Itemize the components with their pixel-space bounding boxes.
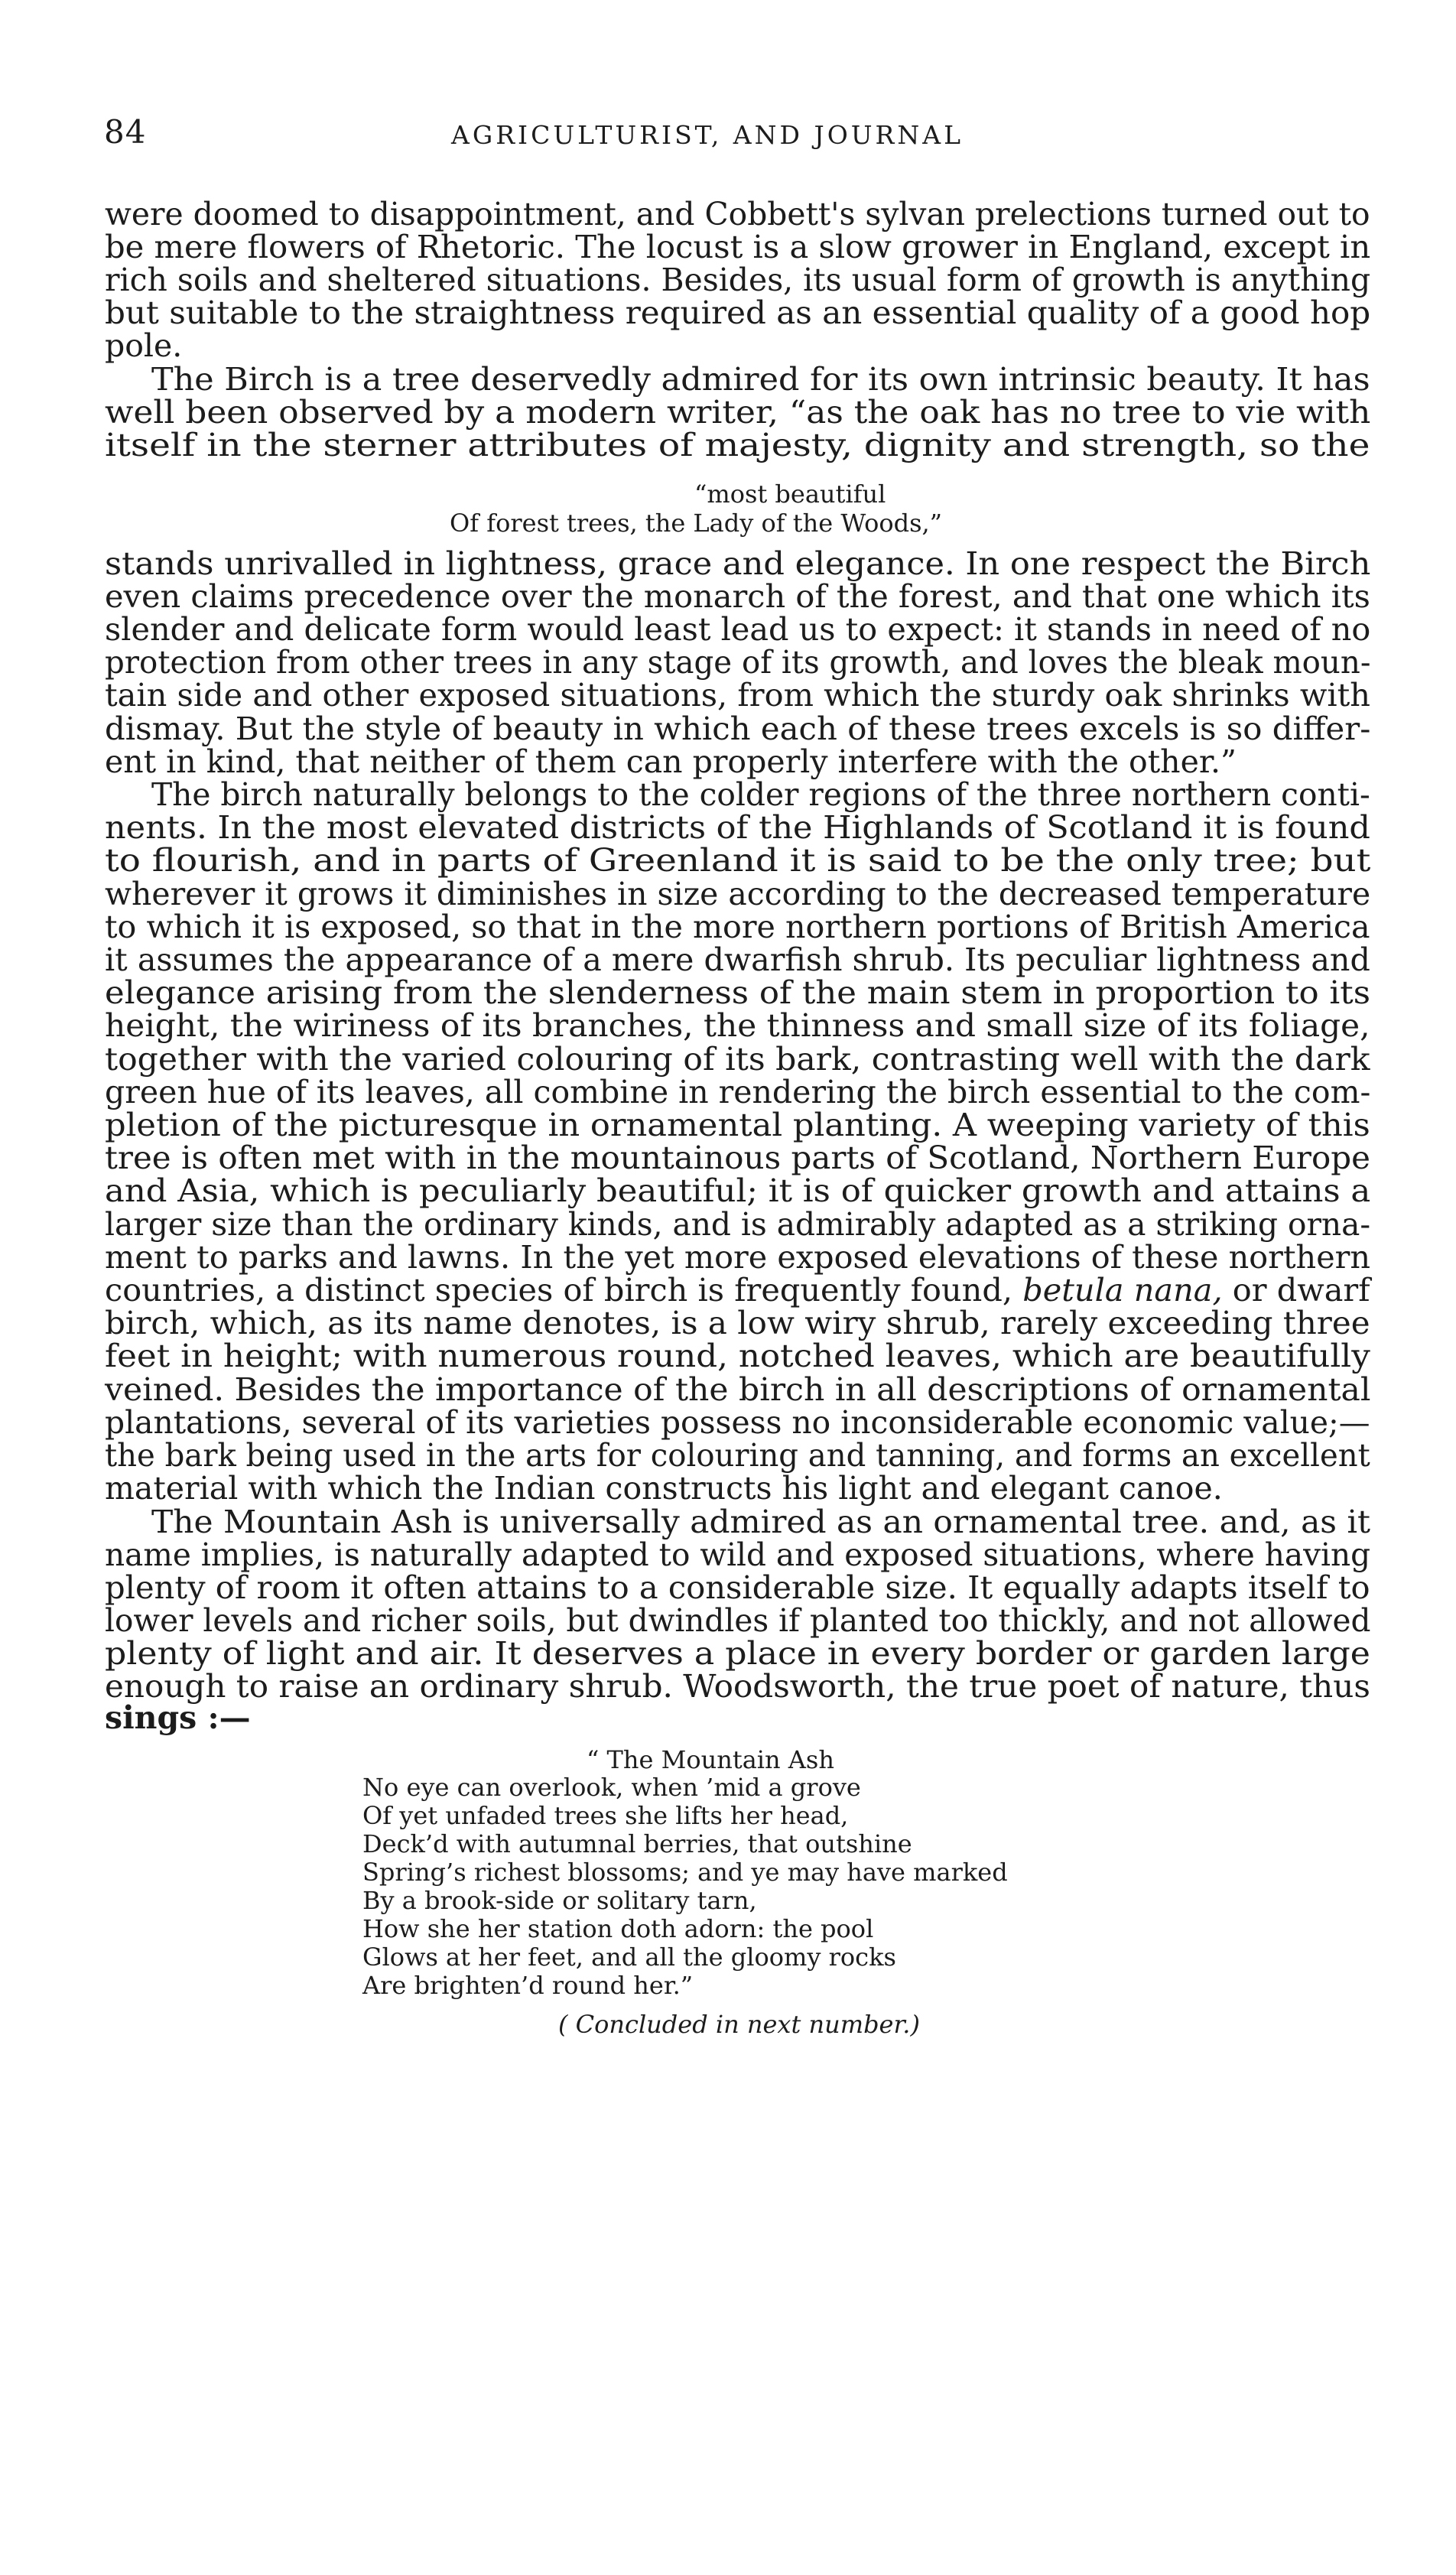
poem-line: Of yet unfaded trees she lifts her head,	[362, 1801, 849, 1830]
body-line: to which it is exposed, so that in the more northern portions of British America	[105, 909, 1370, 945]
body-line: the bark being used in the arts for colouring and tanning, and forms an excellent	[105, 1437, 1370, 1474]
latin-species-name: betula nana,	[1022, 1272, 1223, 1309]
body-line: dismay. But the style of beauty in which each of these trees excels is so differ-	[105, 710, 1371, 747]
body-line: protection from other trees in any stage of its growth, and loves the bleak moun-	[105, 644, 1371, 681]
body-line: plenty of room it often attains to a considerable size. It equally adapts itself to	[105, 1569, 1370, 1606]
page-number: 84	[104, 113, 147, 151]
body-line: veined. Besides the importance of the birch in all descriptions of ornamental	[105, 1371, 1371, 1408]
body-line: The birch naturally belongs to the colder regions of the three northern conti-	[151, 776, 1370, 813]
body-line: birch, which, as its name denotes, is a low wiry shrub, rarely exceeding three	[105, 1305, 1370, 1341]
body-line: stands unrivalled in lightness, grace and elegance. In one respect the Birch	[105, 545, 1371, 582]
poem-line: No eye can overlook, when ’mid a grove	[362, 1773, 861, 1802]
poem-line: How she her station doth adorn: the pool	[362, 1914, 874, 1943]
quotation-line: “most beautiful	[694, 480, 886, 509]
body-line: feet in height; with numerous round, notched leaves, which are beautifully	[105, 1338, 1370, 1374]
body-line: larger size than the ordinary kinds, and is admirably adapted as a striking orna-	[105, 1206, 1371, 1243]
body-line: itself in the sterner attributes of majesty, dignity and strength, so the	[105, 427, 1370, 463]
body-line: The Birch is a tree deservedly admired for its own intrinsic beauty. It has	[151, 361, 1370, 398]
body-line: name implies, is naturally adapted to wild and exposed situations, where having	[105, 1536, 1371, 1573]
body-line: be mere flowers of Rhetoric. The locust is a slow grower in England, except in	[105, 229, 1371, 265]
sings-line: sings :—	[105, 1699, 251, 1736]
body-line-text: countries, a distinct species of birch is frequently found,	[105, 1272, 1013, 1309]
body-line: height, the wiriness of its branches, the thinness and small size of its foliage,	[105, 1007, 1370, 1044]
quotation-line: Of forest trees, the Lady of the Woods,”	[450, 509, 943, 538]
body-line: but suitable to the straightness required as an essential quality of a good hop	[105, 294, 1371, 331]
body-line-with-latin	[105, 1272, 1370, 1309]
body-line: ent in kind, that neither of them can properly interfere with the other.”	[105, 743, 1237, 780]
body-line: even claims precedence over the monarch of the forest, and that one which its	[105, 578, 1370, 615]
body-line: pole.	[105, 327, 183, 364]
running-head: AGRICULTURIST, AND JOURNAL	[451, 120, 964, 150]
body-line: slender and delicate form would least lead us to expect: it stands in need of no	[105, 611, 1371, 648]
body-line: enough to raise an ordinary shrub. Woodsworth, the true poet of nature, thus	[105, 1668, 1370, 1705]
body-line: nents. In the most elevated districts of the Highlands of Scotland it is found	[105, 809, 1370, 846]
body-line: rich soils and sheltered situations. Besides, its usual form of growth is anything	[105, 262, 1371, 298]
continuation-note: ( Concluded in next number.)	[558, 2010, 920, 2039]
body-line: and Asia, which is peculiarly beautiful; it is of quicker growth and attains a	[105, 1172, 1371, 1209]
body-line: tain side and other exposed situations, from which the sturdy oak shrinks with	[105, 677, 1371, 714]
body-line: were doomed to disappointment, and Cobbett's sylvan prelections turned out to	[105, 196, 1370, 232]
body-line: ment to parks and lawns. In the yet more exposed elevations of these northern	[105, 1239, 1371, 1276]
body-line: well been observed by a modern writer, “as the oak has no tree to vie with	[105, 394, 1371, 431]
poem-line: Spring’s richest blossoms; and ye may have marked	[362, 1858, 1008, 1887]
body-line: plenty of light and air. It deserves a place in every border or garden large	[105, 1635, 1370, 1672]
body-line: wherever it grows it diminishes in size according to the decreased temperature	[105, 876, 1371, 912]
body-line: to flourish, and in parts of Greenland it is said to be the only tree; but	[105, 842, 1371, 879]
body-line: it assumes the appearance of a mere dwarfish shrub. Its peculiar lightness and	[105, 941, 1370, 978]
body-line: pletion of the picturesque in ornamental planting. A weeping variety of this	[105, 1107, 1370, 1143]
poem-line: “ The Mountain Ash	[587, 1745, 834, 1774]
body-line: lower levels and richer soils, but dwindles if planted too thickly, and not allowed	[105, 1602, 1371, 1639]
body-line: material with which the Indian constructs his light and elegant canoe.	[105, 1470, 1223, 1507]
body-line: tree is often met with in the mountainous parts of Scotland, Northern Europe	[105, 1140, 1371, 1176]
body-line: The Mountain Ash is universally admired as an ornamental tree. and, as it	[151, 1504, 1371, 1540]
poem-line: Deck’d with autumnal berries, that outshine	[362, 1829, 912, 1858]
body-line: together with the varied colouring of its bark, contrasting well with the dark	[105, 1041, 1370, 1078]
poem-line: By a brook-side or solitary tarn,	[362, 1886, 757, 1915]
body-line-text: or dwarf	[1222, 1272, 1370, 1309]
body-line: green hue of its leaves, all combine in rendering the birch essential to the com-	[105, 1074, 1371, 1110]
poem-line: Glows at her feet, and all the gloomy rocks	[362, 1943, 896, 1972]
body-line: plantations, several of its varieties possess no inconsiderable economic value;—	[105, 1404, 1370, 1441]
poem-line: Are brighten’d round her.”	[362, 1971, 694, 2000]
body-line: elegance arising from the slenderness of the main stem in proportion to its	[105, 974, 1371, 1011]
